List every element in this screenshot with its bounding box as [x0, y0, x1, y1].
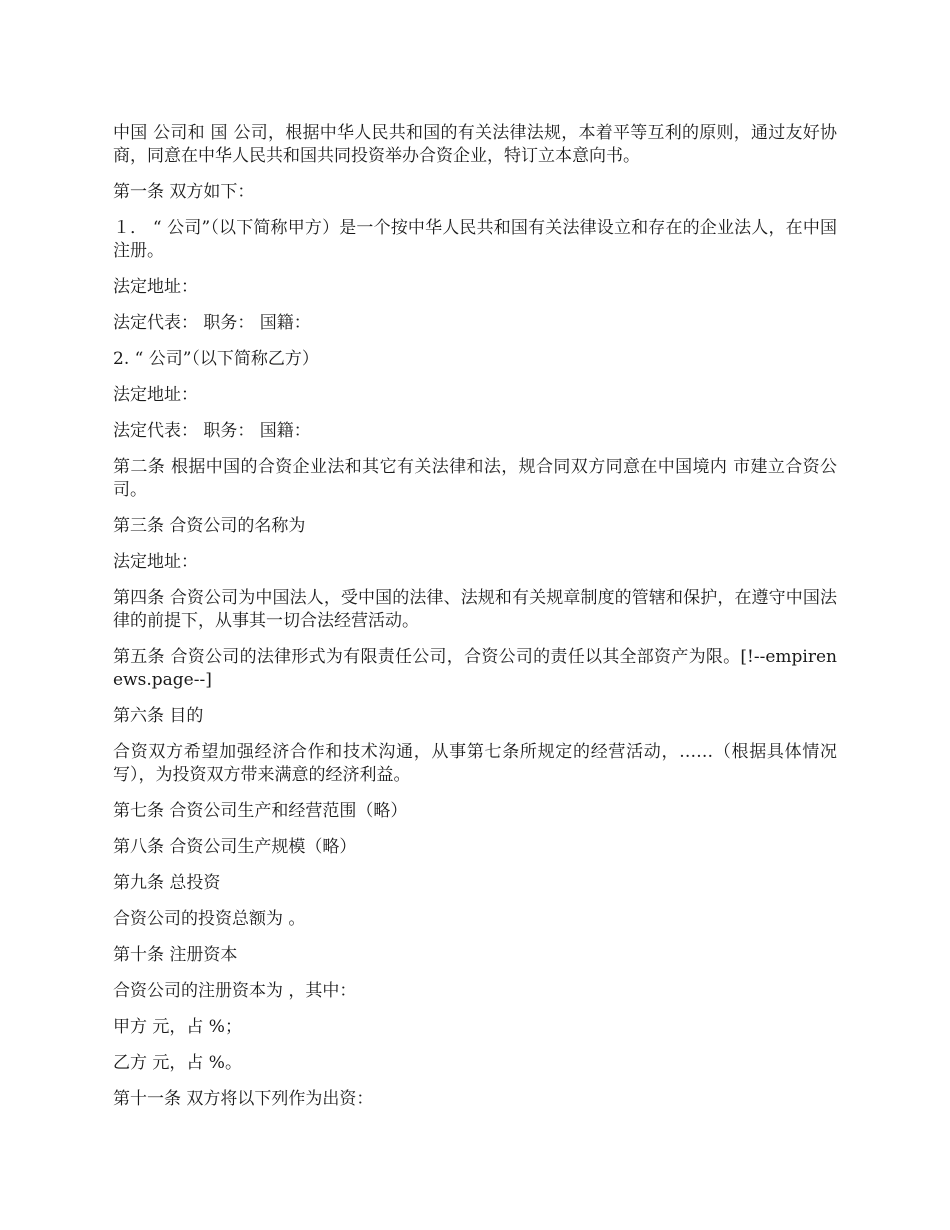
document-body: [113, 122, 837, 1124]
party-b-representative: 法定代表： 职务： 国籍：: [113, 421, 311, 441]
article-9-body: 合资公司的投资总额为 。: [113, 909, 306, 929]
party-b-share: 乙方 元，占 %。: [113, 1053, 242, 1073]
jv-address: 法定地址：: [113, 552, 198, 572]
article-5: 第五条 合资公司的法律形式为有限责任公司，合资公司的责任以其全部资产为限。[!--empirenews.page--]: [113, 647, 837, 690]
party-a-representative: 法定代表： 职务： 国籍：: [113, 313, 311, 333]
article-8: 第八条 合资公司生产规模（略）: [113, 837, 357, 857]
party-a-share: 甲方 元，占 %；: [113, 1017, 242, 1037]
article-11-heading: 第十一条 双方将以下列作为出资：: [113, 1089, 374, 1109]
article-7: 第七条 合资公司生产和经营范围（略）: [113, 801, 408, 821]
article-6-heading: 第六条 目的: [113, 706, 204, 726]
article-3: 第三条 合资公司的名称为: [113, 516, 306, 536]
party-b-description: 2. “ 公司”（以下简称乙方）: [113, 349, 319, 369]
party-b-address: 法定地址：: [113, 385, 198, 405]
party-a-address: 法定地址：: [113, 277, 198, 297]
article-2: 第二条 根据中国的合资企业法和其它有关法律和法，规合同双方同意在中国境内 市建立合资公司。: [113, 457, 837, 500]
article-10-heading: 第十条 注册资本: [113, 945, 238, 965]
article-6-body: 合资双方希望加强经济合作和技术沟通，从事第七条所规定的经营活动，……（根据具体情况写），为投资双方带来满意的经济利益。: [113, 742, 837, 785]
article-1-heading: 第一条 双方如下：: [113, 182, 255, 202]
party-a-description: １． “ 公司”（以下简称甲方）是一个按中华人民共和国有关法律设立和存在的企业法人，在中国注册。: [113, 218, 837, 261]
article-10-body: 合资公司的注册资本为 ，其中：: [113, 981, 357, 1001]
article-4: 第四条 合资公司为中国法人，受中国的法律、法规和有关规章制度的管辖和保护，在遵守中国法律的前提下，从事其一切合法经营活动。: [113, 588, 837, 631]
article-9-heading: 第九条 总投资: [113, 873, 221, 893]
intro-paragraph: 中国 公司和 国 公司，根据中华人民共和国的有关法律法规，本着平等互利的原则，通过友好协商，同意在中华人民共和国共同投资举办合资企业，特订立本意向书。: [113, 123, 837, 166]
